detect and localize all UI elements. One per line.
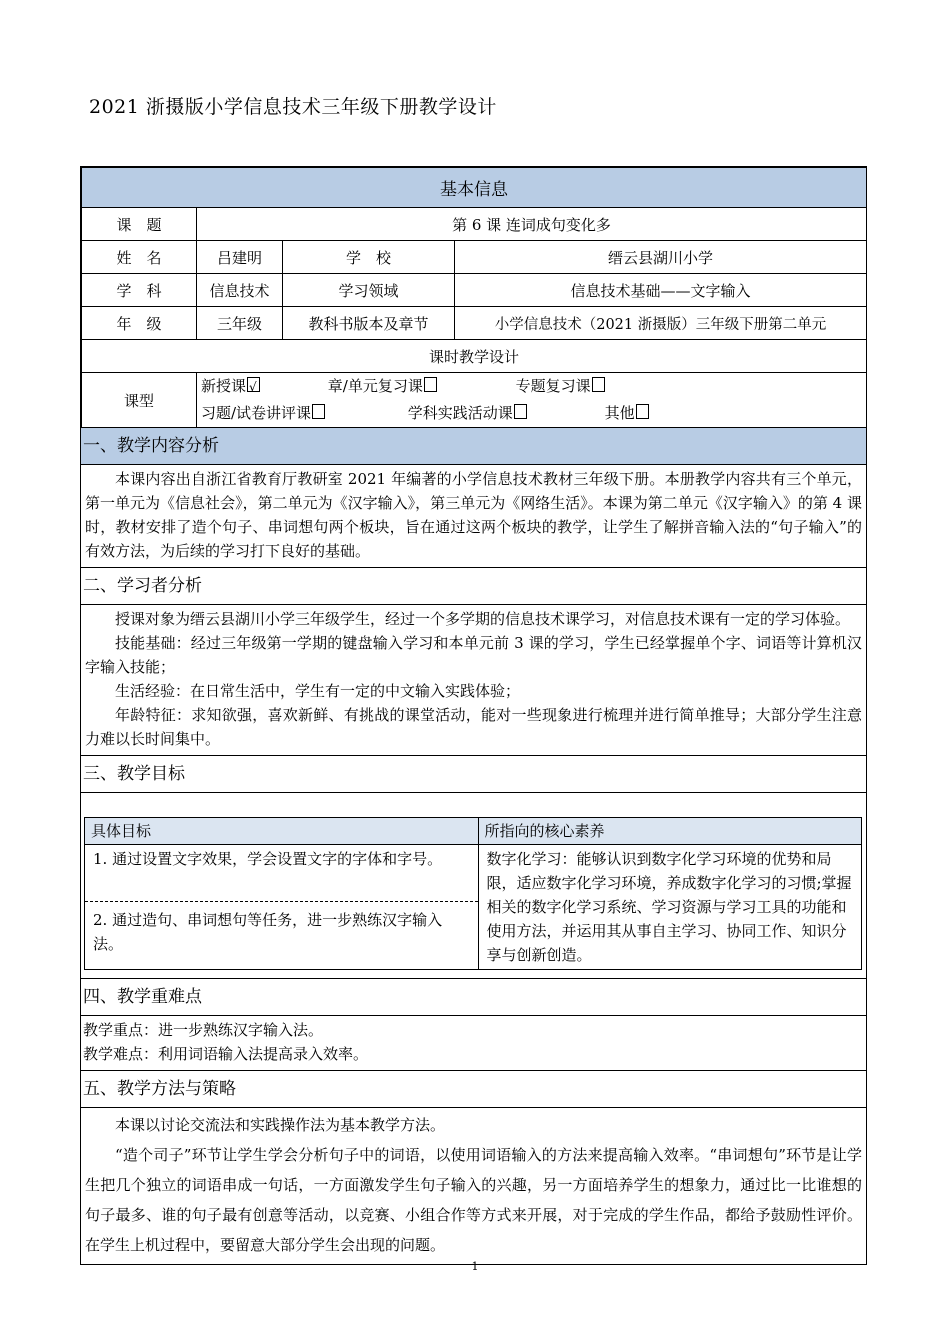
section-3-title: 三、教学目标 xyxy=(81,755,866,792)
type-exercise: 习题/试卷讲评课 xyxy=(201,404,312,422)
goal-1: 1. 通过设置文字效果，学会设置文字的字体和字号。 xyxy=(85,845,478,902)
lesson-plan-sheet xyxy=(80,166,867,1265)
goals-header-right: 所指向的核心素养 xyxy=(478,818,861,845)
topic-value: 第 6 课 连词成句变化多 xyxy=(197,208,867,241)
section-2-p3: 生活经验：在日常生活中，学生有一定的中文输入实践体验； xyxy=(115,682,521,700)
checkbox-icon[interactable] xyxy=(514,404,527,419)
topic-label: 课 题 xyxy=(82,208,197,241)
goals-header-left: 具体目标 xyxy=(85,818,478,845)
goals-table xyxy=(84,817,862,970)
key-point: 教学重点：进一步熟练汉字输入法。 xyxy=(83,1021,324,1039)
core-literacy: 数字化学习：能够认识到数字化学习环境的优势和局限，适应数字化学习环境，养成数字化学习的习惯;掌握相关的数字化学习系统、学习资源与学习工具的功能和使用方法，并运用其从事自主学习、协同工作、知识分享与创新创造。 xyxy=(486,850,852,964)
section-2-p4: 年龄特征：求知欲强，喜欢新鲜、有挑战的课堂活动，能对一些现象进行梳理并进行简单推导；大部分学生注意力难以长时间集中。 xyxy=(85,706,862,748)
type-practice: 学科实践活动课 xyxy=(407,404,513,422)
section-1-text: 本课内容出自浙江省教育厅教研室 2021 年编著的小学信息技术教材三年级下册。本册教学内容共有三个单元，第一单元为《信息社会》，第二单元为《汉字输入》，第三单元为《网络生活》。本课为第二单元《汉字输入》的第 4 课时，教材安排了造个句子、串词想句两个板块，旨在通过这两个板块的教学，让学生了解拼音输入法的“句子输入”的有效方法，为后续的学习打下良好的基础。 xyxy=(85,470,862,560)
subject-label: 学 科 xyxy=(82,274,197,307)
textbook-value: 小学信息技术（2021 浙摄版）三年级下册第二单元 xyxy=(455,307,867,340)
section-2-title: 二、学习者分析 xyxy=(81,567,866,604)
name-value: 吕建明 xyxy=(197,241,283,274)
type-other: 其他 xyxy=(604,404,635,422)
section-5-body xyxy=(81,1107,866,1264)
checkbox-icon[interactable] xyxy=(592,377,605,392)
difficult-point: 教学难点：利用词语输入法提高录入效率。 xyxy=(83,1045,369,1063)
section-1-body xyxy=(81,464,866,567)
type-unit-review: 章/单元复习课 xyxy=(327,377,423,395)
subject-value: 信息技术 xyxy=(197,274,283,307)
checkbox-icon[interactable] xyxy=(636,404,649,419)
section-1-title: 一、教学内容分析 xyxy=(81,428,866,464)
design-header: 课时教学设计 xyxy=(82,340,867,373)
section-2-body xyxy=(81,604,866,755)
field-label: 学习领域 xyxy=(283,274,455,307)
type-new: 新授课 xyxy=(201,377,247,395)
grade-label: 年 级 xyxy=(82,307,197,340)
section-4-body xyxy=(81,1015,866,1070)
checkbox-icon[interactable] xyxy=(312,404,325,419)
section-2-p1: 授课对象为缙云县湖川小学三年级学生，经过一个多学期的信息技术课学习，对信息技术课有一定的学习体验。 xyxy=(115,610,851,628)
lesson-type-options xyxy=(197,373,867,428)
section-5-p2: “造个司子”环节让学生学会分析句子中的词语，以使用词语输入的方法来提高输入效率。“串词想句”环节是让学生把几个独立的词语串成一句话，一方面激发学生句子输入的兴趣，另一方面培养学生的想象力，通过比一比谁想的句子最多、谁的句子最有创意等活动，以竞赛、小组合作等方式来开展，对于完成的学生作品，都给予鼓励性评价。在学生上机过程中，要留意大部分学生会出现的问题。 xyxy=(85,1146,862,1254)
basic-info-header: 基本信息 xyxy=(82,168,867,208)
field-value: 信息技术基础——文字输入 xyxy=(455,274,867,307)
section-4-title: 四、教学重难点 xyxy=(81,978,866,1015)
checkbox-checked-icon[interactable] xyxy=(247,377,260,392)
section-3-body xyxy=(81,792,866,970)
page-number: 1 xyxy=(471,1260,479,1273)
textbook-label: 教科书版本及章节 xyxy=(283,307,455,340)
type-topic-review: 专题复习课 xyxy=(515,377,591,395)
lesson-type-label: 课型 xyxy=(82,373,197,428)
section-5-title: 五、教学方法与策略 xyxy=(81,1070,866,1107)
basic-info-table xyxy=(81,167,867,428)
school-value: 缙云县湖川小学 xyxy=(455,241,867,274)
goal-2: 2. 通过造句、串词想句等任务，进一步熟练汉字输入法。 xyxy=(93,911,443,953)
section-5-p1: 本课以讨论交流法和实践操作法为基本教学方法。 xyxy=(115,1116,446,1134)
document-title: 2021 浙摄版小学信息技术三年级下册教学设计 xyxy=(89,96,497,118)
grade-value: 三年级 xyxy=(197,307,283,340)
name-label: 姓 名 xyxy=(82,241,197,274)
school-label: 学 校 xyxy=(283,241,455,274)
checkbox-icon[interactable] xyxy=(424,377,437,392)
section-2-p2: 技能基础：经过三年级第一学期的键盘输入学习和本单元前 3 课的学习，学生已经掌握单个字、词语等计算机汉字输入技能； xyxy=(85,634,862,676)
